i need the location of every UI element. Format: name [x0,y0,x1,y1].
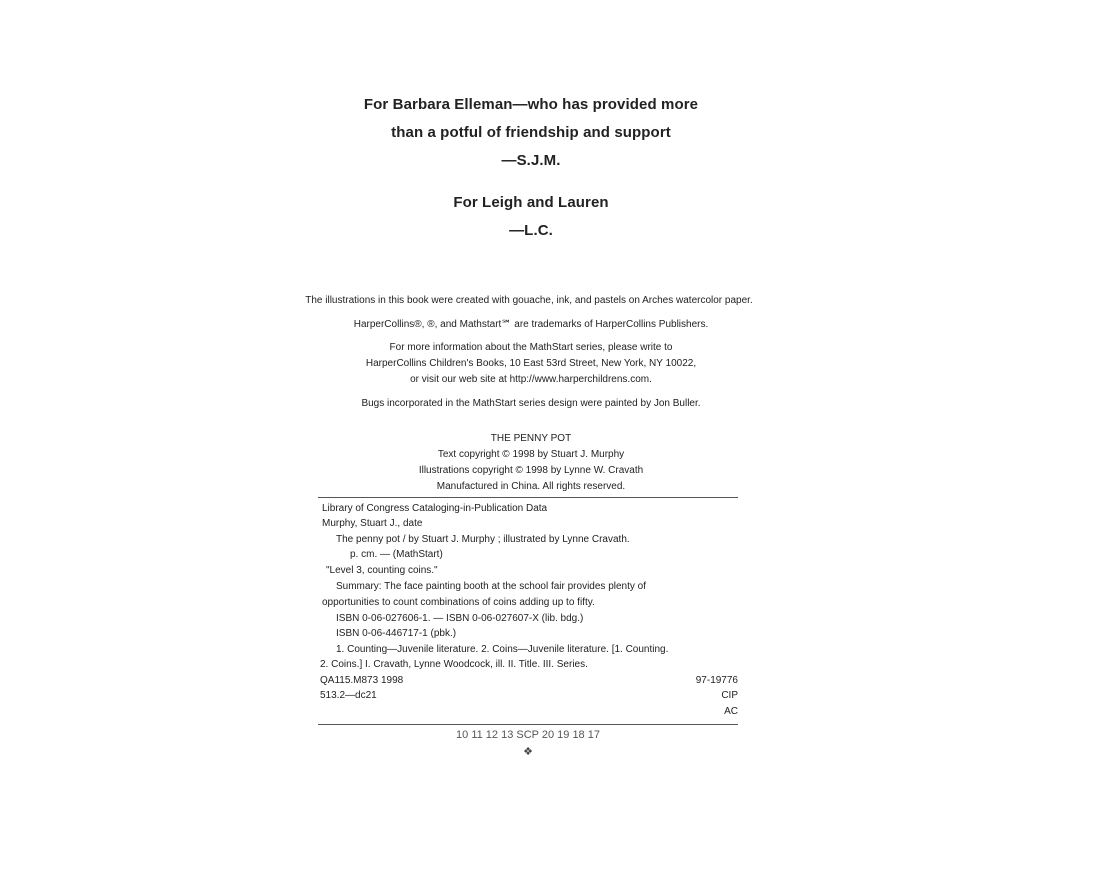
info-line-3: or visit our web site at http://www.harperchildrens.com. [410,374,652,385]
trademark-note: HarperCollins®, ®, and Mathstart℠ are trademarks of HarperCollins Publishers. [353,319,709,330]
cip-heading: Library of Congress Cataloging-in-Publication Data [322,503,548,514]
dedication-signature-2: —L.C. [509,222,553,239]
cip-dewey: 513.2—dc21 [320,690,377,701]
cip-ac: AC [724,706,738,717]
divider-bottom [318,724,738,725]
divider-top [318,497,738,498]
manufactured-note: Manufactured in China. All rights reserved. [436,481,626,492]
dedication-line-2: than a potful of friendship and support [391,124,671,141]
cip-mark: CIP [721,690,738,701]
info-line-2: HarperCollins Children's Books, 10 East 53rd Street, New York, NY 10022, [365,358,697,369]
cip-title-line: The penny pot / by Stuart J. Murphy ; illustrated by Lynne Cravath. [336,534,630,545]
cip-level: "Level 3, counting coins." [326,565,438,576]
cip-subjects-1: 1. Counting—Juvenile literature. 2. Coins—Juvenile literature. [1. Counting. [336,644,669,655]
cip-data [322,503,738,723]
cip-author: Murphy, Stuart J., date [322,518,423,529]
book-title: THE PENNY POT [490,433,572,444]
printing-line: 10 11 12 13 SCP 20 19 18 17 [456,729,600,741]
text-copyright: Text copyright © 1998 by Stuart J. Murphy [437,449,625,460]
cip-summary-1: Summary: The face painting booth at the school fair provides plenty of [336,581,646,592]
cip-isbn-2: ISBN 0-06-446717-1 (pbk.) [336,628,457,639]
ornament-icon: ❖ [523,746,533,758]
dedication-signature-1: —S.J.M. [501,152,561,169]
dedication-line-1: For Barbara Elleman—who has provided more [363,96,699,113]
cip-summary-2: opportunities to count combinations of coins adding up to fifty. [322,597,595,608]
cip-lccn: 97-19776 [695,675,738,686]
cip-series: p. cm. — (MathStart) [350,549,443,560]
illustrations-copyright: Illustrations copyright © 1998 by Lynne W. Cravath [418,465,644,476]
cip-subjects-2: 2. Coins.] I. Cravath, Lynne Woodcock, ill. II. Title. III. Series. [320,659,588,670]
bugs-note: Bugs incorporated in the MathStart series design were painted by Jon Buller. [361,398,701,409]
illustration-note: The illustrations in this book were created with gouache, ink, and pastels on Arches watercolor paper. [305,295,753,306]
cip-isbn-1: ISBN 0-06-027606-1. — ISBN 0-06-027607-X (lib. bdg.) [336,613,584,624]
cip-call-number: QA115.M873 1998 [320,675,404,686]
dedication-line-3: For Leigh and Lauren [453,194,609,211]
info-line-1: For more information about the MathStart series, please write to [389,342,673,353]
